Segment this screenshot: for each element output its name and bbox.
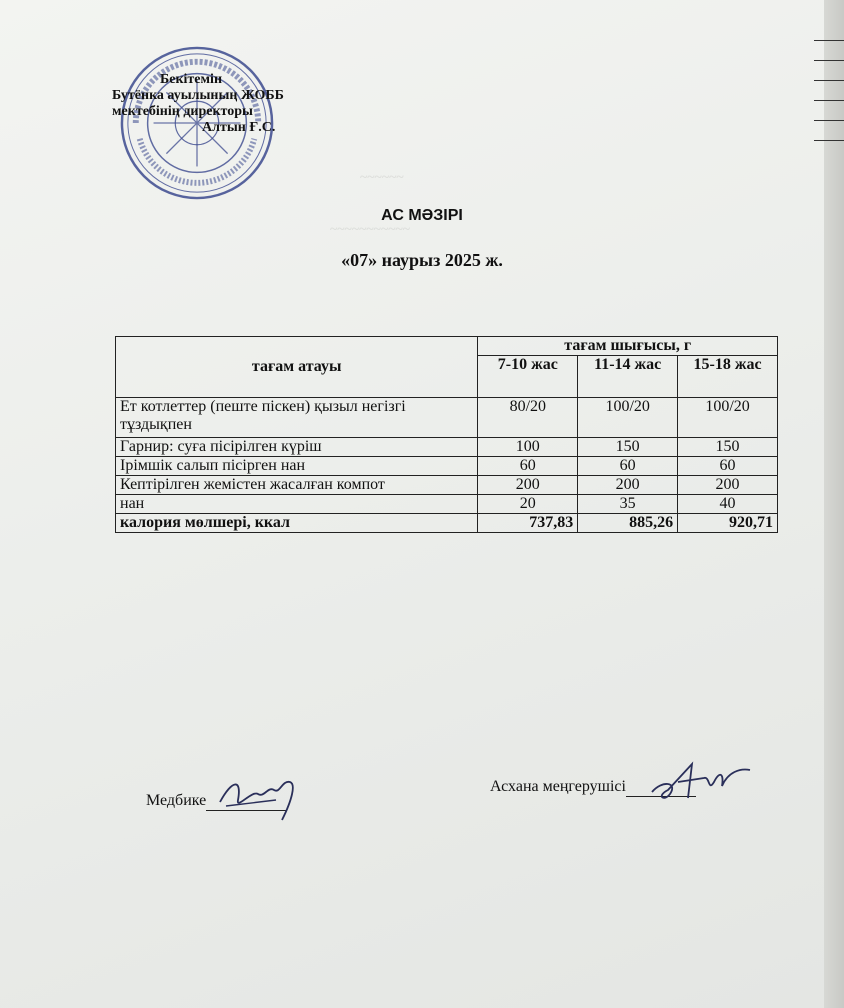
header-age-15-18: 15-18 жас xyxy=(678,356,778,398)
food-name: Кептірілген жемістен жасалған компот xyxy=(116,476,478,495)
background-page-lines xyxy=(814,40,844,160)
portion-7-10: 100 xyxy=(478,438,578,457)
header-age-11-14: 11-14 жас xyxy=(578,356,678,398)
portion-7-10: 200 xyxy=(478,476,578,495)
canteen-manager-label: Асхана меңгерушісі xyxy=(490,778,626,795)
total-label: калория мөлшері, ккал xyxy=(116,514,478,533)
table-row xyxy=(116,438,778,457)
header-age-7-10: 7-10 жас xyxy=(478,356,578,398)
table-row xyxy=(116,398,778,438)
nurse-signature xyxy=(212,760,312,830)
portion-15-18: 40 xyxy=(678,495,778,514)
total-15-18: 920,71 xyxy=(678,514,778,533)
show-through-text: ~~~~~~ xyxy=(360,170,404,185)
header-food-name: тағам атауы xyxy=(116,337,478,398)
portion-15-18: 60 xyxy=(678,457,778,476)
header-food-output: тағам шығысы, г xyxy=(478,337,778,356)
portion-15-18: 100/20 xyxy=(678,398,778,438)
portion-7-10: 60 xyxy=(478,457,578,476)
show-through-text: ~~~~~~~~~~~ xyxy=(330,222,411,237)
approval-block xyxy=(112,72,284,136)
portion-11-14: 150 xyxy=(578,438,678,457)
approval-school: Бутёнка ауылының ЖОББ xyxy=(112,88,284,103)
portion-11-14: 200 xyxy=(578,476,678,495)
table-header-row xyxy=(116,337,778,356)
menu-date: «07» наурыз 2025 ж. xyxy=(341,250,503,270)
food-name: Ет котлеттер (пеште піскен) қызыл негізгі тұздықпен xyxy=(116,398,478,438)
table-row xyxy=(116,457,778,476)
portion-11-14: 35 xyxy=(578,495,678,514)
table-row xyxy=(116,495,778,514)
portion-15-18: 200 xyxy=(678,476,778,495)
food-name: Гарнир: суға пісірілген күріш xyxy=(116,438,478,457)
total-7-10: 737,83 xyxy=(478,514,578,533)
portion-11-14: 60 xyxy=(578,457,678,476)
table-total-row xyxy=(116,514,778,533)
portion-7-10: 80/20 xyxy=(478,398,578,438)
portion-11-14: 100/20 xyxy=(578,398,678,438)
portion-15-18: 150 xyxy=(678,438,778,457)
approval-position: мектебінің директоры xyxy=(112,104,253,119)
approval-director-name: Алтын Ғ.С. xyxy=(202,120,276,135)
table-row xyxy=(116,476,778,495)
canteen-manager-signature xyxy=(648,752,758,812)
menu-table xyxy=(115,336,778,533)
nurse-label: Медбике xyxy=(146,792,207,809)
portion-7-10: 20 xyxy=(478,495,578,514)
total-11-14: 885,26 xyxy=(578,514,678,533)
food-name: нан xyxy=(116,495,478,514)
food-name: Ірімшік салып пісірген нан xyxy=(116,457,478,476)
menu-title: АС МӘЗІРІ xyxy=(381,207,463,224)
approval-title: Бекітемін xyxy=(160,72,223,87)
